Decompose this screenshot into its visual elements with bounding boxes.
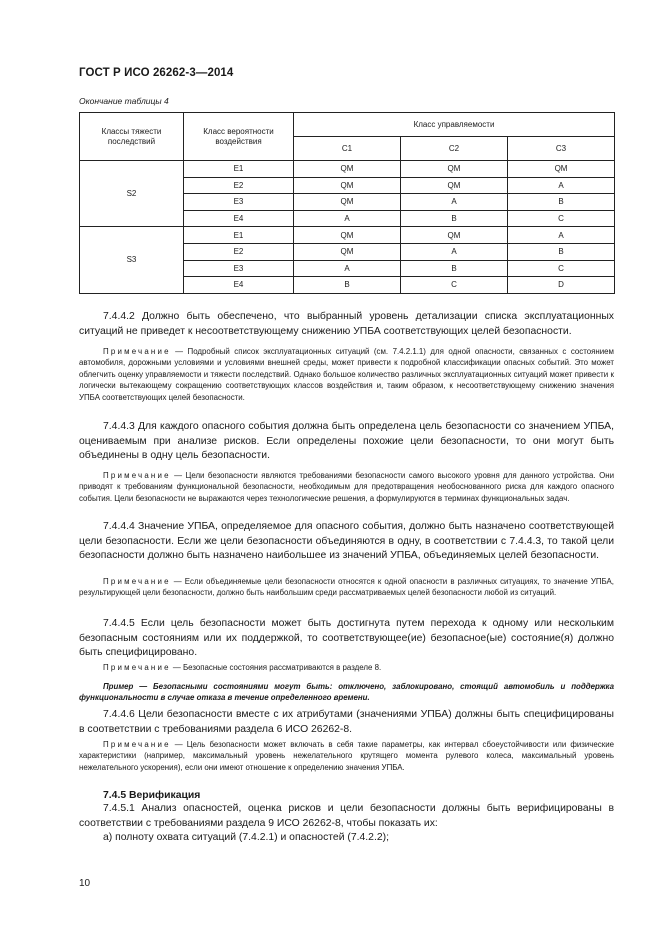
note-5 <box>79 739 614 773</box>
c2-cell: B <box>401 260 508 277</box>
c1-cell: B <box>294 277 401 294</box>
severity-cell: S2 <box>80 161 184 227</box>
c1-cell: QM <box>294 243 401 260</box>
c2-cell: A <box>401 243 508 260</box>
c1-cell: A <box>294 210 401 227</box>
c3-cell: A <box>508 177 615 194</box>
asil-table <box>79 112 615 294</box>
severity-cell: S3 <box>80 227 184 293</box>
section-heading-7-4-5: 7.4.5 Верификация <box>103 790 201 801</box>
example-text: — Безопасными состояниями могут быть: отключено, заблокировано, стоящий автомобиль и поддержка функциональности в случае отказа в течение определенного времени. <box>79 682 614 703</box>
c1-cell: QM <box>294 161 401 178</box>
clause-7-4-4-4: 7.4.4.4 Значение УПБА, определяемое для опасного события, должно быть назначено соответствующей цели безопасности. Если же цели безопасности объединяются в одну, в соответствии с 7.4.4.3, то такой цели безопасности должно быть назначено наибольшее из значений УПБА, объединяемых целей безопасности. <box>79 521 614 562</box>
note-label: Примечание <box>103 577 171 586</box>
exposure-cell: E1 <box>184 161 294 178</box>
note-4 <box>79 662 614 673</box>
exposure-cell: E1 <box>184 227 294 244</box>
example-label: Пример <box>103 682 134 691</box>
page-header: ГОСТ Р ИСО 26262-3—2014 <box>79 67 234 79</box>
header-controllability: Класс управляемости <box>294 113 615 137</box>
header-c2: C2 <box>401 137 508 161</box>
c1-cell: QM <box>294 227 401 244</box>
exposure-cell: E3 <box>184 194 294 211</box>
exposure-cell: E2 <box>184 177 294 194</box>
clause-7-4-4-2: 7.4.4.2 Должно быть обеспечено, что выбранный уровень детализации списка эксплуатационных ситуаций не приведет к несоответствующему снижению УПБА соответствующих целей безопасности. <box>79 311 614 337</box>
c2-cell: A <box>401 194 508 211</box>
note-text: — Если объединяемые цели безопасности относятся к одной опасности в различных ситуациях, то значение УПБА, результирующей цели безопасности, должно быть наибольшим среди рассматриваемых целей безопасности любой из ситуаций. <box>79 577 614 598</box>
exposure-cell: E2 <box>184 243 294 260</box>
clause-7-4-4-5: 7.4.4.5 Если цель безопасности может быть достигнута путем перехода к одному или нескольким безопасным состояниям или их поддержкой, то соответствующее(ие) безопасное(ые) состояние(я) должно быть специфицировано. <box>79 618 614 659</box>
note-label: Примечание <box>103 740 171 749</box>
note-1 <box>79 346 614 403</box>
c3-cell: C <box>508 260 615 277</box>
note-3 <box>79 576 614 599</box>
header-exposure: Класс вероятности воздействия <box>184 113 294 161</box>
header-c1: C1 <box>294 137 401 161</box>
page-number: 10 <box>79 878 91 889</box>
note-label: Примечание <box>103 347 171 356</box>
c2-cell: QM <box>401 161 508 178</box>
list-item-a: а) полноту охвата ситуаций (7.4.2.1) и опасностей (7.4.2.2); <box>103 832 389 843</box>
note-text: — Подробный список эксплуатационных ситуаций (см. 7.4.2.1.1) для одной опасности, связанных с состоянием автомобиля, дорожными условиями и условиями внешней среды, может привести к подробной классификации опасных событий. Это может облегчить оценку управляемости и тяжести последствий. Однако большое количество различных эксплуатационных ситуаций может привести к логически вытекающему сокращению соответствующих классов воздействия и, таким образом, к несоответствующему снижению значения УПБА соответствующих целей безопасности. <box>79 347 614 402</box>
c2-cell: QM <box>401 227 508 244</box>
clause-7-4-4-6: 7.4.4.6 Цели безопасности вместе с их атрибутами (значениями УПБА) должны быть специфицированы в соответствии с требованиями раздела 6 ИСО 26262-8. <box>79 709 614 735</box>
c3-cell: D <box>508 277 615 294</box>
c2-cell: C <box>401 277 508 294</box>
c2-cell: QM <box>401 177 508 194</box>
header-c3: C3 <box>508 137 615 161</box>
example <box>79 681 614 704</box>
c3-cell: B <box>508 194 615 211</box>
note-2 <box>79 470 614 504</box>
c3-cell: C <box>508 210 615 227</box>
c3-cell: B <box>508 243 615 260</box>
note-label: Примечание <box>103 471 171 480</box>
header-severity: Классы тяжести последствий <box>80 113 184 161</box>
table-row <box>80 227 615 244</box>
clause-7-4-5-1: 7.4.5.1 Анализ опасностей, оценка рисков и цели безопасности должны быть верифицированы в соответствии с требованиями раздела 9 ИСО 26262-8, чтобы показать их: <box>79 803 614 829</box>
exposure-cell: E3 <box>184 260 294 277</box>
c2-cell: B <box>401 210 508 227</box>
note-text: — Безопасные состояния рассматриваются в разделе 8. <box>170 663 382 672</box>
c1-cell: A <box>294 260 401 277</box>
clause-7-4-4-3: 7.4.4.3 Для каждого опасного события должна быть определена цель безопасности со значением УПБА, оцениваемым при анализе рисков. Если определены похожие цели безопасности, то они могут быть объединены в одну цель безопасности. <box>79 421 614 462</box>
note-text: — Цели безопасности являются требованиями безопасности самого высокого уровня для данного устройства. Они приводят к требованиям функциональной безопасности, необходимым для предотвращения необоснованного риска для каждого опасного события. Цели безопасности не выражаются через технологические решения, а формулируются в терминах функциональных задач. <box>79 471 614 503</box>
c3-cell: A <box>508 227 615 244</box>
exposure-cell: E4 <box>184 277 294 294</box>
note-label: Примечание <box>103 663 171 672</box>
c3-cell: QM <box>508 161 615 178</box>
exposure-cell: E4 <box>184 210 294 227</box>
note-text: — Цель безопасности может включать в себя такие параметры, как интервал сбоеустойчивости или физические характеристики (например, максимальный уровень нежелательного крутящего момента рулевого колеса, максимальный уровень нежелательного ускорения), если они имеют отношение к определению значения УПБА. <box>79 740 614 772</box>
table-caption: Окончание таблицы 4 <box>79 96 169 106</box>
c1-cell: QM <box>294 177 401 194</box>
c1-cell: QM <box>294 194 401 211</box>
table-row <box>80 161 615 178</box>
